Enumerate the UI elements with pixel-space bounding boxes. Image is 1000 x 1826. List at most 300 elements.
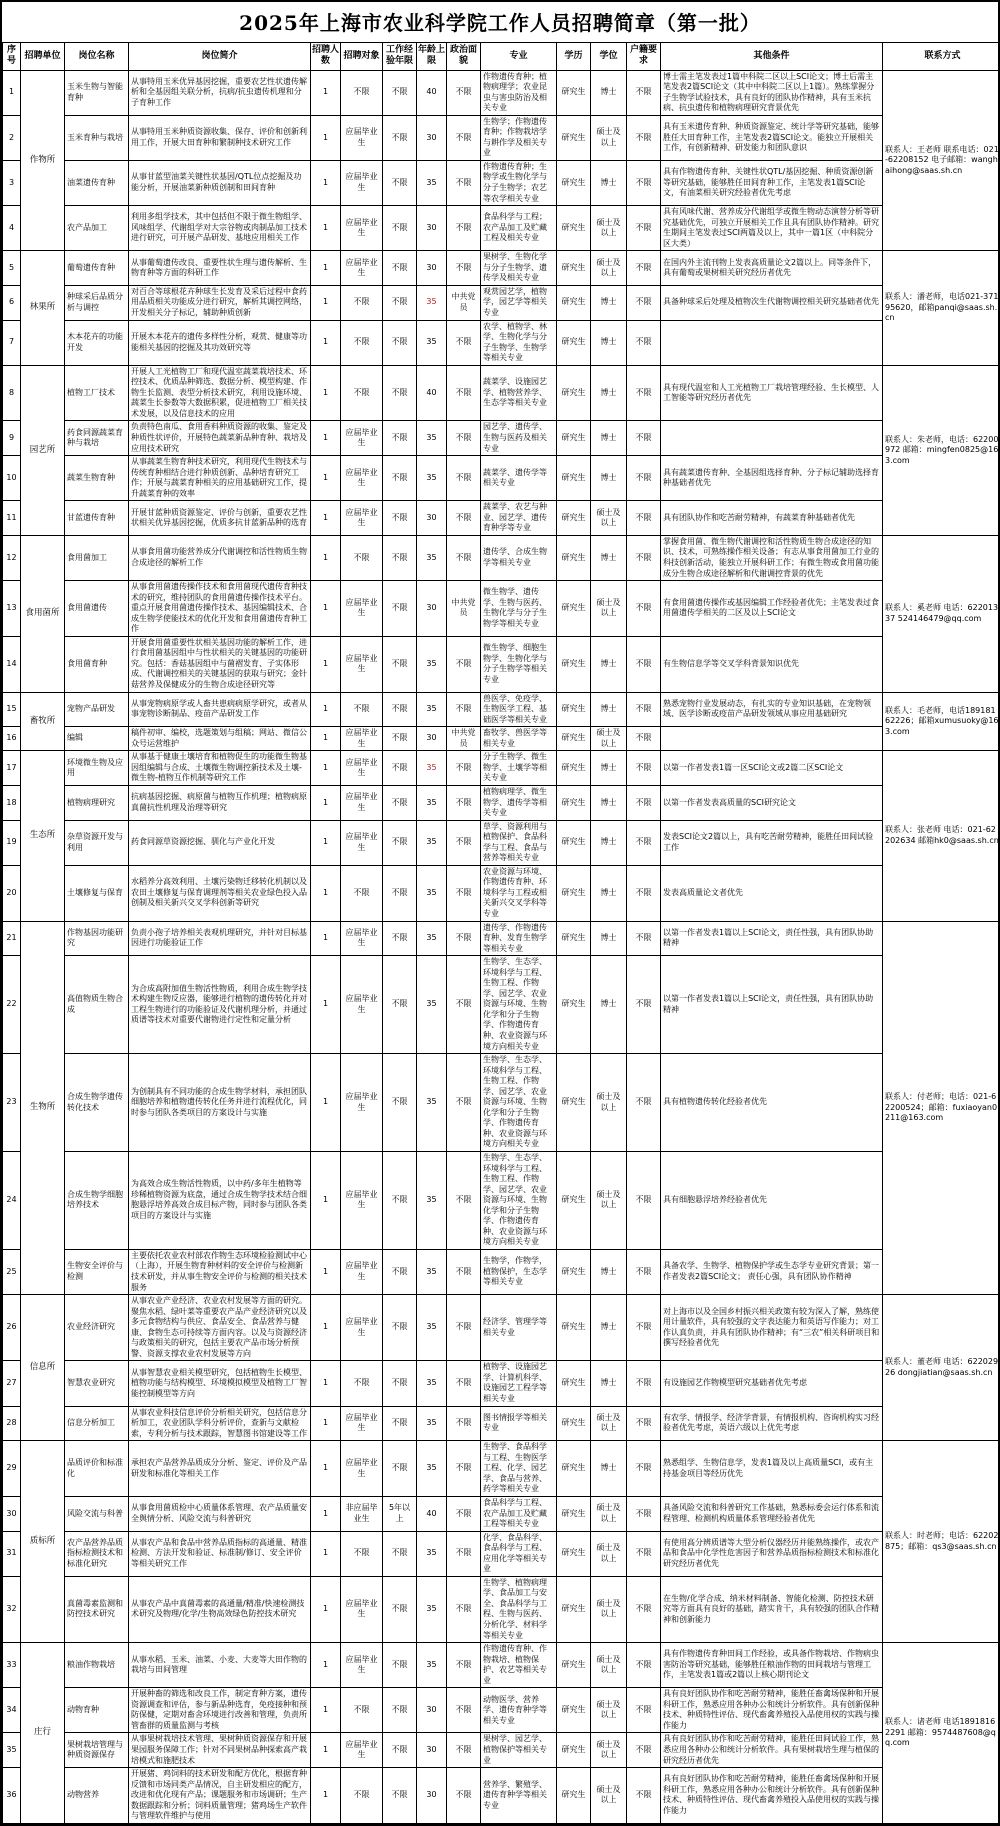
cell-position-description: 负责特色南瓜、食用香料种质资源的收集、鉴定及种质性状评价，开展特色蔬菜新品种育种、栽培及应用技术研究	[129, 421, 311, 456]
cell-other-conditions: 具有良好团队协作和吃苦耐劳精神，能胜任田间试验工作，熟悉应用各种办公和统计分析软件。具有果树栽培生理与植保的研究经历者优先	[661, 1733, 883, 1768]
cell-education: 研究生	[557, 1249, 591, 1294]
cell-political-status: 不限	[447, 1768, 481, 1824]
cell-recruit-target: 应届毕业生	[341, 501, 383, 536]
cell-education: 研究生	[557, 206, 591, 251]
table-row	[3, 160, 1000, 205]
header-row	[3, 43, 1000, 71]
cell-political-status: 不限	[447, 636, 481, 692]
cell-age-limit: 35	[417, 956, 447, 1054]
cell-degree: 硕士及以上	[591, 581, 627, 637]
cell-row-number: 12	[3, 535, 21, 580]
cell-degree: 博士	[591, 456, 627, 501]
cell-age-limit: 35	[417, 1441, 447, 1497]
cell-position-description: 负责小孢子培养相关表观机理研究，并针对目标基因进行功能验证工作	[129, 921, 311, 956]
column-header: 学历	[557, 43, 591, 71]
cell-recruit-target: 不限	[341, 1361, 383, 1406]
cell-position-title: 杂草资源开发与利用	[65, 820, 129, 865]
cell-hukou-requirement: 不限	[627, 581, 661, 637]
cell-major: 微生物学、遗传学、生物与医药、生物化学与分子生物学等相关专业	[481, 581, 557, 637]
cell-experience-years: 不限	[383, 206, 417, 251]
cell-major: 生物学、食品科学与工程、生物医学工程、化学、园艺学、食品与营养、药学等相关专业	[481, 1441, 557, 1497]
cell-hukou-requirement: 不限	[627, 921, 661, 956]
table-row	[3, 581, 1000, 637]
cell-recruit-target: 应届毕业生	[341, 1576, 383, 1642]
cell-education: 研究生	[557, 1361, 591, 1406]
cell-other-conditions: 博士需主笔发表过1篇中科院二区以上SCI论文；博士后需主笔发表2篇SCI论文（其中中科院二区以上1篇）。熟练掌握分子生物学试验技术，具有良好的团队协作精神，具有玉米抗病、抗虫遗传和植物病理研究背景优先	[661, 70, 883, 115]
cell-hukou-requirement: 不限	[627, 1733, 661, 1768]
cell-position-title: 合成生物学细胞培养技术	[65, 1152, 129, 1250]
cell-hukou-requirement: 不限	[627, 320, 661, 365]
cell-contact-info: 联系人：潘老师，电话021-37195620，邮箱panqi@saas.sh.cn	[883, 251, 1000, 365]
cell-experience-years: 不限	[383, 1406, 417, 1441]
column-header: 专业	[481, 43, 557, 71]
cell-recruit-target: 不限	[341, 320, 383, 365]
cell-headcount: 1	[311, 535, 341, 580]
cell-position-title: 葡萄遗传育种	[65, 251, 129, 286]
cell-recruit-target: 应届毕业生	[341, 820, 383, 865]
cell-major: 兽医学、免疫学、生物医学工程、基础医学等相关专业	[481, 692, 557, 727]
cell-experience-years: 不限	[383, 251, 417, 286]
cell-political-status: 不限	[447, 1643, 481, 1688]
cell-row-number: 18	[3, 785, 21, 820]
cell-degree: 博士	[591, 1249, 627, 1294]
cell-hukou-requirement: 不限	[627, 865, 661, 921]
cell-experience-years: 不限	[383, 865, 417, 921]
cell-recruiting-unit: 畜牧所	[21, 692, 65, 751]
cell-major: 动物医学、营养学、遗传育种学等相关专业	[481, 1688, 557, 1733]
cell-row-number: 19	[3, 820, 21, 865]
cell-experience-years: 不限	[383, 285, 417, 320]
cell-row-number: 10	[3, 456, 21, 501]
cell-other-conditions: 有设施园艺作物模型研究基础者优先考虑	[661, 1361, 883, 1406]
cell-row-number: 28	[3, 1406, 21, 1441]
cell-headcount: 1	[311, 1152, 341, 1250]
cell-major: 食品科学与工程、农产品加工及贮藏工程等相关专业	[481, 1496, 557, 1531]
cell-row-number: 16	[3, 727, 21, 751]
cell-education: 研究生	[557, 456, 591, 501]
cell-position-description: 从事智慧农业相关模型研究，包括植物生长模型、植物功能与结构模型、环境模拟模型及植物工厂智能控制模型等方向	[129, 1361, 311, 1406]
cell-position-description: 开展甘蓝种质资源鉴定、评价与创新，重要农艺性状相关优异基因挖掘，优质多抗甘蓝新品种的选育	[129, 501, 311, 536]
cell-degree: 硕士及以上	[591, 1406, 627, 1441]
cell-age-limit: 40	[417, 1496, 447, 1531]
cell-other-conditions: 有农学、情报学、经济学背景，有情报机构、咨询机构实习经验者优先考虑，英语六级以上优先考虑	[661, 1406, 883, 1441]
cell-age-limit: 35	[417, 1295, 447, 1361]
cell-hukou-requirement: 不限	[627, 501, 661, 536]
cell-recruit-target: 应届毕业生	[341, 921, 383, 956]
table-row	[3, 1531, 1000, 1576]
cell-political-status: 中共党员	[447, 727, 481, 751]
cell-hukou-requirement: 不限	[627, 1361, 661, 1406]
cell-position-description: 为创制具有不同功能的合成生物学材料，承担团队细胞培养和植物遗传转化任务并进行流程优化，同时参与团队各类项目的方案设计与实施	[129, 1054, 311, 1152]
cell-political-status: 不限	[447, 1054, 481, 1152]
table-row	[3, 692, 1000, 727]
column-header: 岗位名称	[65, 43, 129, 71]
cell-major: 草学、资源利用与植物保护、食品科学与工程、食品与营养等相关专业	[481, 820, 557, 865]
cell-experience-years: 不限	[383, 501, 417, 536]
cell-recruit-target: 应届毕业生	[341, 1441, 383, 1497]
cell-hukou-requirement: 不限	[627, 1406, 661, 1441]
cell-other-conditions: 具有作物遗传育种田间工作经验，或具备作物栽培、作物病虫害防治等研究基础，能够胜任粮油作物的田间栽培与管理工作，主笔发表1篇或2篇以上核心期刊论文	[661, 1643, 883, 1688]
cell-recruiting-unit: 庄行	[21, 1643, 65, 1824]
column-header: 招聘人数	[311, 43, 341, 71]
cell-age-limit: 35	[417, 285, 447, 320]
cell-position-title: 玉米育种与栽培	[65, 115, 129, 160]
cell-experience-years: 不限	[383, 1576, 417, 1642]
cell-degree: 博士	[591, 1361, 627, 1406]
cell-age-limit: 30	[417, 581, 447, 637]
cell-political-status: 不限	[447, 1249, 481, 1294]
cell-age-limit: 35	[417, 1249, 447, 1294]
cell-education: 研究生	[557, 1531, 591, 1576]
cell-major: 作物遗传育种、作物栽培、植物保护、农艺等相关专业	[481, 1643, 557, 1688]
column-header: 招聘单位	[21, 43, 65, 71]
column-header: 招聘对象	[341, 43, 383, 71]
table-row	[3, 1152, 1000, 1250]
cell-headcount: 1	[311, 865, 341, 921]
cell-headcount: 1	[311, 820, 341, 865]
cell-age-limit: 30	[417, 1768, 447, 1824]
cell-political-status: 不限	[447, 206, 481, 251]
cell-hukou-requirement: 不限	[627, 206, 661, 251]
cell-political-status: 不限	[447, 1441, 481, 1497]
cell-age-limit: 35	[417, 1361, 447, 1406]
cell-major: 作物遗传育种；植物病理学；农业昆虫与害虫防治及相关专业	[481, 70, 557, 115]
cell-position-description: 开展食用菌重要性状相关基因功能的解析工作，进行食用菌基因组中与性状相关的关键基因的功能研究。包括：香菇基因组中与菌褶发育、子实体形成、代谢调控相关的关键基因的获取与研究；金针菇营养及保健成分的生物合成途径研究等	[129, 636, 311, 692]
cell-education: 研究生	[557, 1643, 591, 1688]
cell-row-number: 3	[3, 160, 21, 205]
cell-age-limit: 35	[417, 785, 447, 820]
cell-position-description: 为高效合成生物活性物质，以中药/多年生植物等珍稀植物资源为底盘，通过合成生物学技术结合细胞悬浮培养高效合成目标产物，同时参与团队各类项目的方案设计与实施	[129, 1152, 311, 1250]
cell-recruit-target: 不限	[341, 285, 383, 320]
cell-experience-years: 不限	[383, 636, 417, 692]
cell-degree: 硕士及以上	[591, 1152, 627, 1250]
cell-other-conditions: 具有良好团队协作和吃苦耐劳精神，能胜任畜禽场保种和开展科研工作，熟悉应用各种办公和统计分析软件。具有创新保种技术、种质特性评估、现代畜禽养殖投入品使用权的实践与操作能力	[661, 1688, 883, 1733]
cell-other-conditions: 具有风味代谢、营养成分代谢组学或微生物动态演替分析等研究基础优先，可独立开展相关工作且具有团队协作精神。研究生期间主笔发表过SCI两篇及以上，其中一篇1区（中科院分区大类）	[661, 206, 883, 251]
cell-education: 研究生	[557, 727, 591, 751]
cell-contact-info: 联系人：时老师；电话：62202875；邮箱：qs3@saas.sh.cn	[883, 1441, 1000, 1643]
cell-major: 食品科学与工程；农产品加工及贮藏工程及相关专业	[481, 206, 557, 251]
cell-row-number: 8	[3, 365, 21, 421]
cell-education: 研究生	[557, 692, 591, 727]
cell-headcount: 1	[311, 1361, 341, 1406]
cell-degree: 博士	[591, 160, 627, 205]
cell-row-number: 4	[3, 206, 21, 251]
cell-other-conditions: 熟悉宠物行业发展动态，有扎实的专业知识基础，在宠物领域、医学诊断或疫苗产品研发领域从事应用基础研究	[661, 692, 883, 727]
cell-recruit-target: 不限	[341, 1768, 383, 1824]
cell-recruit-target: 应届毕业生	[341, 1643, 383, 1688]
cell-political-status: 不限	[447, 421, 481, 456]
cell-position-description: 药食同源草资源挖掘、驯化与产业化开发	[129, 820, 311, 865]
table-row	[3, 1441, 1000, 1497]
cell-degree: 博士	[591, 692, 627, 727]
cell-political-status: 不限	[447, 921, 481, 956]
cell-other-conditions: 具有作物遗传育种、关键性状QTL/基因挖掘、种质资源创新等研究基础，能够胜任田间育种工作，主笔发表1篇SCI论文，有油菜相关研究经验者优先考虑	[661, 160, 883, 205]
cell-position-description: 水稻养分高效利用、土壤污染物迁移转化机制以及农田土壤修复与保育调理剂等相关农业绿色投入品创制及相关新兴交叉学科创新等研究	[129, 865, 311, 921]
cell-position-title: 药食同源蔬菜育种与栽培	[65, 421, 129, 456]
column-header: 联系方式	[883, 43, 1000, 71]
cell-degree: 硕士及以上	[591, 727, 627, 751]
cell-degree: 博士	[591, 421, 627, 456]
cell-position-description: 从事基于健康土壤培育和植物促生的功能微生物基因组编辑与合成、土壤微生物调控新技术及土壤-微生物-植物互作机制等研究工作	[129, 751, 311, 786]
cell-major: 遗传学、作物遗传育种、发育生物学等相关专业	[481, 921, 557, 956]
cell-other-conditions: 具有良好团队协作和吃苦耐劳精神，能胜任畜禽场保种和开展科研工作，熟悉应用各种办公和统计分析软件。具有创新保种技术、种质特性评估、现代畜禽养殖投入品使用权的实践与操作能力	[661, 1768, 883, 1824]
cell-recruit-target: 应届毕业生	[341, 1295, 383, 1361]
cell-position-description: 从事宠物病原学或人畜共患病病原学研究，或者从事宠物诊断制品、疫苗产品研发工作	[129, 692, 311, 727]
cell-experience-years: 不限	[383, 751, 417, 786]
cell-position-title: 编辑	[65, 727, 129, 751]
cell-row-number: 22	[3, 956, 21, 1054]
cell-position-description: 从事甘蓝型油菜关键性状基因/QTL位点挖掘及功能分析，开展油菜新种质创制和田间育种	[129, 160, 311, 205]
cell-position-description: 抗病基因挖掘、病原菌与植物互作机理；植物病原真菌抗性机理及治理等研究	[129, 785, 311, 820]
cell-degree: 硕士及以上	[591, 1768, 627, 1824]
table-row	[3, 70, 1000, 115]
cell-position-description: 开展种畜的筛选和改良工作，制定育种方案，遗传资源调查和评估，参与新品种选育，免疫接种和预防保健，定期对畜舍环境进行改善和管理，负责所管畜群的质量监测与考核	[129, 1688, 311, 1733]
cell-degree: 博士	[591, 751, 627, 786]
table-row	[3, 421, 1000, 456]
cell-major: 营养学、繁殖学、遗传育种学等相关专业	[481, 1768, 557, 1824]
cell-position-title: 农产品加工	[65, 206, 129, 251]
cell-degree: 博士	[591, 921, 627, 956]
cell-other-conditions	[661, 320, 883, 365]
cell-major: 生物学、植物病理学、食品加工与安全、食品科学与工程、生物与医药、分析化学、材料学等相关专业	[481, 1576, 557, 1642]
cell-major: 生物学，作物学，植物保护，生态学等相关专业	[481, 1249, 557, 1294]
cell-headcount: 1	[311, 727, 341, 751]
cell-political-status: 不限	[447, 1496, 481, 1531]
cell-position-title: 动物育种	[65, 1688, 129, 1733]
cell-row-number: 32	[3, 1576, 21, 1642]
table-row	[3, 206, 1000, 251]
cell-row-number: 31	[3, 1531, 21, 1576]
cell-recruiting-unit: 生物所	[21, 921, 65, 1295]
cell-experience-years: 不限	[383, 785, 417, 820]
cell-position-title: 油菜遗传育种	[65, 160, 129, 205]
cell-other-conditions: 以第一作者发表1篇一区SCI论文或2篇二区SCI论文	[661, 751, 883, 786]
cell-headcount: 1	[311, 1531, 341, 1576]
cell-degree: 博士	[591, 285, 627, 320]
cell-political-status: 不限	[447, 956, 481, 1054]
cell-experience-years: 不限	[383, 1152, 417, 1250]
cell-education: 研究生	[557, 1054, 591, 1152]
cell-education: 研究生	[557, 115, 591, 160]
cell-experience-years: 不限	[383, 692, 417, 727]
cell-position-description: 为合成高附加值生物活性物质，利用合成生物学技术构建生物反应器，能够进行植物的遗传转化并对工程生物进行的功能验证及代谢机理分析，并通过质谱等技术对重要代谢物进行定性和定量分析	[129, 956, 311, 1054]
cell-education: 研究生	[557, 956, 591, 1054]
cell-recruit-target: 应届毕业生	[341, 581, 383, 637]
cell-row-number: 5	[3, 251, 21, 286]
cell-hukou-requirement: 不限	[627, 1688, 661, 1733]
cell-recruit-target: 应届毕业生	[341, 956, 383, 1054]
cell-headcount: 1	[311, 206, 341, 251]
cell-position-title: 作物基因功能研究	[65, 921, 129, 956]
cell-education: 研究生	[557, 365, 591, 421]
table-row	[3, 115, 1000, 160]
cell-position-description: 从事食用菌功能营养成分代谢调控和活性物质生物合成途径的解析工作	[129, 535, 311, 580]
cell-headcount: 1	[311, 751, 341, 786]
cell-headcount: 1	[311, 1643, 341, 1688]
cell-major: 作物遗传育种；生物学或生物化学与分子生物学；农艺等农学相关专业	[481, 160, 557, 205]
cell-headcount: 1	[311, 956, 341, 1054]
cell-political-status: 不限	[447, 1152, 481, 1250]
cell-recruit-target: 不限	[341, 535, 383, 580]
cell-degree: 博士	[591, 785, 627, 820]
cell-degree: 硕士及以上	[591, 1054, 627, 1152]
cell-position-title: 植物病理研究	[65, 785, 129, 820]
table-body	[3, 70, 1000, 1823]
cell-degree: 博士	[591, 320, 627, 365]
cell-political-status: 不限	[447, 1295, 481, 1361]
page-title: 2025年上海市农业科学院工作人员招聘简章（第一批）	[2, 2, 998, 42]
cell-other-conditions: 掌握食用菌、微生物代谢调控和活性物质生物合成途径的知识、技术，可熟练操作相关设备；有志从事食用菌加工行业的科技创新活动，能独立开展科研工作；有微生物或食用菌功能成分生物合成途径解析和代谢调控背景的优先	[661, 535, 883, 580]
cell-position-description: 利用多组学技术，其中包括但不限于微生物组学、风味组学、代谢组学对大宗谷物或肉制品加工技术进行研究，可开展产品研发、基地应用相关工作	[129, 206, 311, 251]
cell-recruiting-unit: 林果所	[21, 251, 65, 365]
table-row	[3, 501, 1000, 536]
cell-recruit-target: 非应届毕业生	[341, 1496, 383, 1531]
cell-degree: 硕士及以上	[591, 251, 627, 286]
cell-experience-years: 不限	[383, 115, 417, 160]
cell-position-title: 真菌毒素监测和防控技术研究	[65, 1576, 129, 1642]
cell-headcount: 1	[311, 1054, 341, 1152]
cell-position-description: 从事特用玉米种质资源收集、保存、评价和创新利用工作，开展大田育种和繁制种技术研究工作	[129, 115, 311, 160]
cell-headcount: 1	[311, 1768, 341, 1824]
cell-row-number: 25	[3, 1249, 21, 1294]
cell-hukou-requirement: 不限	[627, 285, 661, 320]
cell-major: 生物学；作物遗传育种；作物栽培学与耕作学及相关专业	[481, 115, 557, 160]
cell-hukou-requirement: 不限	[627, 1054, 661, 1152]
cell-age-limit: 30	[417, 115, 447, 160]
cell-age-limit: 30	[417, 727, 447, 751]
table-row	[3, 1688, 1000, 1733]
cell-other-conditions: 对上海市以及全国乡村振兴相关政策有较为深入了解，熟练使用计量软件，具有较强的文字表达能力和英语写作能力；对工作认真负责，并具有团队协作精神；有“三农”相关科研项目和撰写经验者优先	[661, 1295, 883, 1361]
table-row	[3, 785, 1000, 820]
cell-political-status: 不限	[447, 535, 481, 580]
cell-degree: 硕士及以上	[591, 1576, 627, 1642]
cell-position-title: 智慧农业研究	[65, 1361, 129, 1406]
cell-headcount: 1	[311, 251, 341, 286]
cell-position-description: 从事果树栽培技术管理、果树种质资源保存和开展果园服务保障工作；针对不同果树品种探索高产栽培模式和施肥技术	[129, 1733, 311, 1768]
cell-row-number: 36	[3, 1768, 21, 1824]
cell-hukou-requirement: 不限	[627, 1295, 661, 1361]
cell-experience-years: 不限	[383, 320, 417, 365]
cell-political-status: 不限	[447, 1361, 481, 1406]
cell-recruiting-unit: 质标所	[21, 1441, 65, 1643]
cell-age-limit: 30	[417, 206, 447, 251]
cell-other-conditions: 有使用高分辨质谱等大型分析仪器经历并能熟练操作，或农产品和食品中化学性危害因子和营养品质指标检测技术和标准化研究经历者优先	[661, 1531, 883, 1576]
cell-degree: 硕士及以上	[591, 1496, 627, 1531]
cell-political-status: 中共党员	[447, 581, 481, 637]
cell-degree: 硕士及以上	[591, 501, 627, 536]
cell-experience-years: 不限	[383, 421, 417, 456]
cell-hukou-requirement: 不限	[627, 421, 661, 456]
cell-row-number: 23	[3, 1054, 21, 1152]
cell-education: 研究生	[557, 70, 591, 115]
cell-political-status: 不限	[447, 692, 481, 727]
cell-experience-years: 不限	[383, 1531, 417, 1576]
cell-hukou-requirement: 不限	[627, 535, 661, 580]
cell-experience-years: 不限	[383, 456, 417, 501]
cell-row-number: 21	[3, 921, 21, 956]
cell-political-status: 不限	[447, 160, 481, 205]
cell-education: 研究生	[557, 1496, 591, 1531]
cell-hukou-requirement: 不限	[627, 251, 661, 286]
cell-education: 研究生	[557, 251, 591, 286]
cell-position-title: 食用菌遗传	[65, 581, 129, 637]
cell-headcount: 1	[311, 692, 341, 727]
cell-education: 研究生	[557, 820, 591, 865]
cell-contact-info: 联系人：王老师 联系电话：021-62208152 电子邮箱：wanghaihong@saas.sh.cn	[883, 70, 1000, 251]
cell-position-description: 从事农产品和食品中营养品质指标的高通量、精准检测、方法开发和验证、标准制/修订、安全评价等相关研究工作	[129, 1531, 311, 1576]
cell-experience-years: 5年以上	[383, 1496, 417, 1531]
cell-contact-info: 联系人：毛老师，电话18918162226；邮箱xumusuoky@163.com	[883, 692, 1000, 751]
cell-row-number: 17	[3, 751, 21, 786]
cell-major: 农业资源与环境、作物遗传育种、环境科学与工程或相关新兴交叉学科等专业	[481, 865, 557, 921]
table-row	[3, 865, 1000, 921]
cell-major: 植物学、设施园艺学、计算机科学、设施园艺工程学等相关专业	[481, 1361, 557, 1406]
cell-political-status: 不限	[447, 865, 481, 921]
cell-position-title: 木本花卉的功能开发	[65, 320, 129, 365]
cell-recruiting-unit: 园艺所	[21, 365, 65, 535]
cell-row-number: 24	[3, 1152, 21, 1250]
cell-position-title: 植物工厂技术	[65, 365, 129, 421]
cell-position-description: 承担农产品营养品质成分分析、鉴定、评价及产品研发和标准化等相关工作	[129, 1441, 311, 1497]
cell-other-conditions: 在生物/化学合成、纳米材料制备、智能化检测、防控技术研究等方面具有良好的基础，踏实肯干，具有较强的团队合作精神和创新能力	[661, 1576, 883, 1642]
cell-major: 植物病理学、微生物学、遗传学等相关专业	[481, 785, 557, 820]
cell-degree: 博士	[591, 365, 627, 421]
cell-position-title: 高值物质生物合成	[65, 956, 129, 1054]
cell-age-limit: 35	[417, 1576, 447, 1642]
cell-political-status: 不限	[447, 1406, 481, 1441]
cell-row-number: 27	[3, 1361, 21, 1406]
column-header: 岗位简介	[129, 43, 311, 71]
table-row	[3, 1249, 1000, 1294]
recruitment-table	[2, 42, 1000, 1824]
cell-contact-info: 联系人：张老师 电话：021-62202634 邮箱hk0@saas.sh.cn	[883, 751, 1000, 921]
cell-recruiting-unit: 作物所	[21, 70, 65, 251]
cell-position-title: 品质评价和标准化	[65, 1441, 129, 1497]
cell-headcount: 1	[311, 115, 341, 160]
cell-degree: 硕士及以上	[591, 115, 627, 160]
cell-degree: 博士	[591, 956, 627, 1054]
cell-other-conditions: 具有团队协作和吃苦耐劳精神，有蔬菜育种基础者优先	[661, 501, 883, 536]
cell-age-limit: 35	[417, 456, 447, 501]
cell-headcount: 1	[311, 1295, 341, 1361]
cell-major: 化学、食品科学、食品科学与工程、应用化学等相关专业	[481, 1531, 557, 1576]
cell-row-number: 2	[3, 115, 21, 160]
cell-age-limit: 35	[417, 320, 447, 365]
cell-position-title: 食用菌加工	[65, 535, 129, 580]
cell-experience-years: 不限	[383, 1768, 417, 1824]
cell-hukou-requirement: 不限	[627, 956, 661, 1054]
cell-headcount: 1	[311, 1576, 341, 1642]
cell-position-title: 果树栽培管理与种质资源保存	[65, 1733, 129, 1768]
table-row	[3, 1768, 1000, 1824]
cell-row-number: 6	[3, 285, 21, 320]
cell-recruit-target: 应届毕业生	[341, 751, 383, 786]
cell-headcount: 1	[311, 636, 341, 692]
cell-other-conditions: 有食用菌遗传操作或基因编辑工作经验者优先；主笔发表过食用菌遗传学相关的二区及以上SCI论文	[661, 581, 883, 637]
cell-political-status: 不限	[447, 115, 481, 160]
cell-education: 研究生	[557, 1576, 591, 1642]
cell-education: 研究生	[557, 1768, 591, 1824]
cell-major: 经济学、管理学等相关专业	[481, 1295, 557, 1361]
cell-recruit-target: 应届毕业生	[341, 1249, 383, 1294]
cell-other-conditions: 熟悉组学、生物信息学，发表1篇及以上高质量SCI，或有主持基金项目等经历优先	[661, 1441, 883, 1497]
cell-political-status: 不限	[447, 1688, 481, 1733]
cell-hukou-requirement: 不限	[627, 456, 661, 501]
cell-headcount: 1	[311, 70, 341, 115]
cell-age-limit: 35	[417, 692, 447, 727]
cell-hukou-requirement: 不限	[627, 692, 661, 727]
cell-experience-years: 不限	[383, 1688, 417, 1733]
